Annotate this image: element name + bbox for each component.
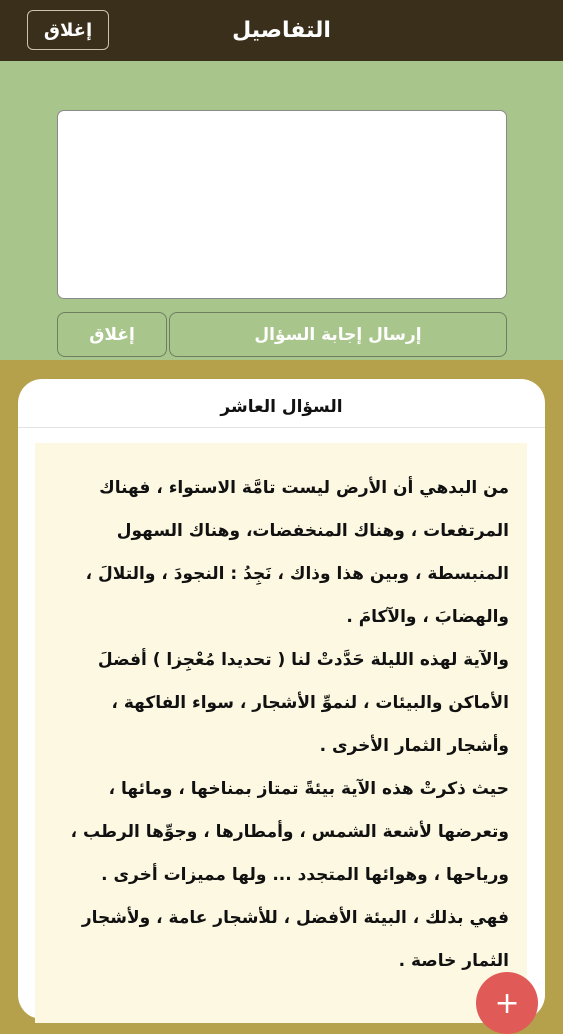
question-paragraph: من البدهي أن الأرض ليست تامَّة الاستواء ، فهناك المرتفعات ، وهناك المنخفضات، وهناك السهول المنبسطة ، وبين هذا وذاك ، نَجِدُ : النجودَ ، والتلالَ ، والهضابَ ، والآكامَ . <box>85 478 509 627</box>
plus-icon: + <box>494 985 520 1021</box>
question-paragraph: والآية لهذه الليلة حَدَّدتْ لنا ( تحديدا مُعْجِزا ) أفضلَ الأماكن والبيئات ، لنموِّ الأشجار ، سواء الفاكهة ، وأشجار الثمار الأخرى . <box>97 650 509 756</box>
answer-panel <box>0 61 563 360</box>
answer-input[interactable] <box>57 110 507 299</box>
question-card <box>18 379 545 1019</box>
top-bar <box>0 0 563 61</box>
send-answer-button[interactable]: إرسال إجابة السؤال <box>169 312 507 357</box>
question-title: السؤال العاشر <box>220 397 343 417</box>
question-paragraph: فهي بذلك ، البيئة الأفضل ، للأشجار عامة ، ولأشجار الثمار خاصة . <box>81 908 509 971</box>
question-content <box>35 443 527 1023</box>
close-button[interactable]: إغلاق <box>27 10 109 50</box>
floating-action-button[interactable] <box>476 972 538 1034</box>
page-title: التفاصيل <box>232 18 331 43</box>
close-answer-button[interactable]: إغلاق <box>57 312 167 357</box>
question-paragraph: حيث ذكرتْ هذه الآية بيئةً تمتاز بمناخها ، ومائها ، وتعرضها لأشعة الشمس ، وأمطارها ، وجوِّها الرطب ، ورياحها ، وهوائها المتجدد ... ولها مميزات أخرى . <box>70 779 509 885</box>
divider <box>18 427 545 428</box>
